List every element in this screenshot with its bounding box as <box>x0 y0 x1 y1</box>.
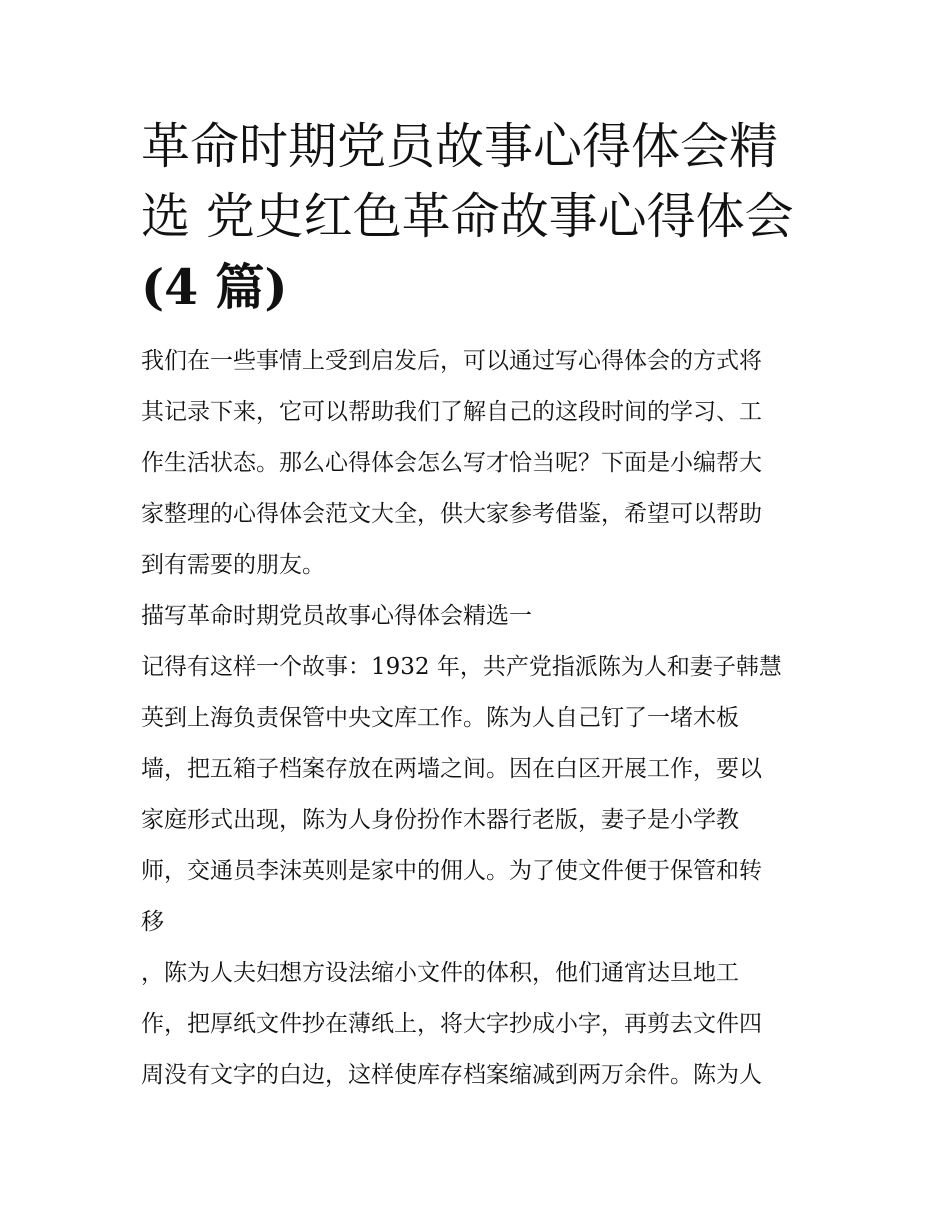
body-line: 周没有文字的白边，这样使库存档案缩减到两万余件。陈为人 <box>141 1062 762 1088</box>
body-line: 墙，把五箱子档案存放在两墙之间。因在白区开展工作，要以 <box>141 756 762 782</box>
intro-line: 作生活状态。那么心得体会怎么写才恰当呢？下面是小编帮大 <box>141 450 762 476</box>
document-title <box>141 112 816 322</box>
section-heading-text: 描写革命时期党员故事心得体会精选一 <box>141 603 532 629</box>
body-paragraph-2 <box>141 948 816 1101</box>
intro-line: 到有需要的朋友。 <box>141 552 325 578</box>
body-paragraph <box>141 642 816 948</box>
body-line: 移 <box>141 909 164 935</box>
section-heading <box>141 591 816 642</box>
title-line-1: 革命时期党员故事心得体会精 <box>141 118 779 175</box>
body-line: 记得有这样一个故事：1932 年，共产党指派陈为人和妻子韩慧 <box>141 654 782 680</box>
body-line: 英到上海负责保管中央文库工作。陈为人自己钉了一堵木板 <box>141 705 739 731</box>
body-line: 师，交通员李沫英则是家中的佣人。为了使文件便于保管和转 <box>141 858 762 884</box>
body-line: 作，把厚纸文件抄在薄纸上，将大字抄成小字，再剪去文件四 <box>141 1011 762 1037</box>
body-line: ，陈为人夫妇想方设法缩小文件的体积，他们通宵达旦地工 <box>141 960 739 986</box>
document-content <box>141 112 816 1101</box>
intro-line: 我们在一些事情上受到启发后，可以通过写心得体会的方式将 <box>141 348 762 374</box>
intro-paragraph <box>141 336 816 591</box>
title-line-2: 选 党史红色革命故事心得体会 <box>141 188 794 245</box>
intro-line: 其记录下来，它可以帮助我们了解自己的这段时间的学习、工 <box>141 399 762 425</box>
body-line: 家庭形式出现，陈为人身份扮作木器行老版，妻子是小学教 <box>141 807 739 833</box>
intro-line: 家整理的心得体会范文大全，供大家参考借鉴，希望可以帮助 <box>141 501 762 527</box>
title-line-3: (4 篇) <box>141 258 288 316</box>
